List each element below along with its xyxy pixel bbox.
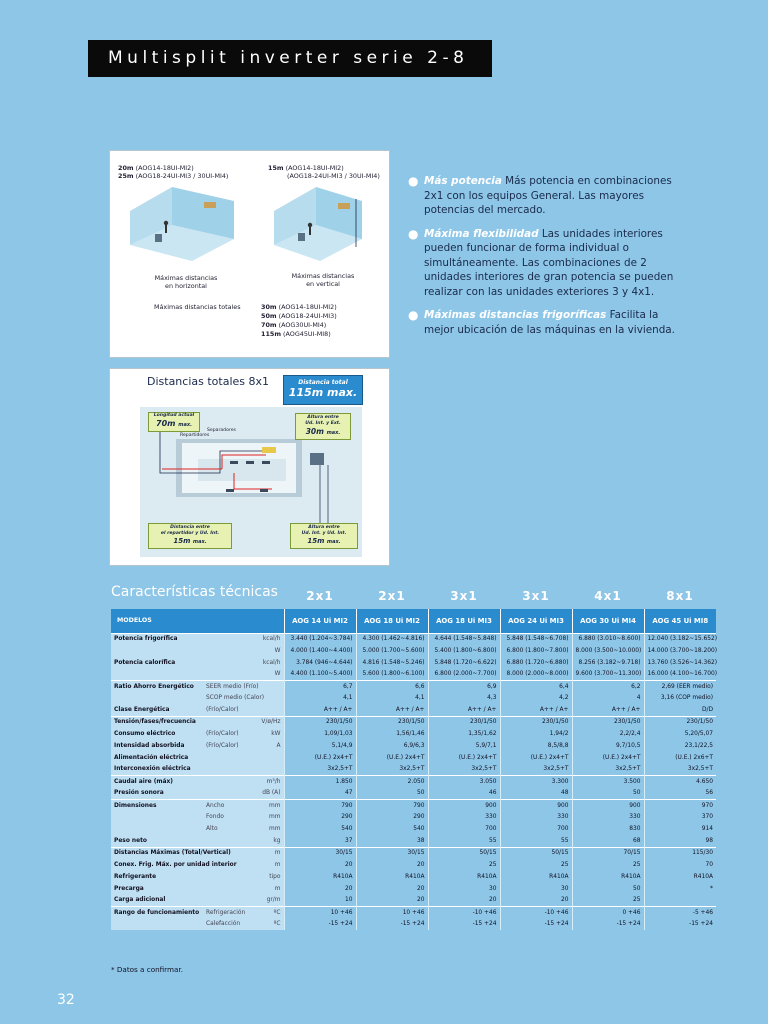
table-row (111, 692, 716, 704)
config-label: 2x1 (378, 589, 406, 603)
table-cell: A++ / A+ (284, 704, 356, 716)
table-cell: 1,56/1,46 (356, 728, 428, 740)
table-cell: 230/1/50 (572, 716, 644, 728)
table-cell: 4,2 (500, 692, 572, 704)
table-cell: A++ / A+ (356, 704, 428, 716)
table-row (111, 776, 716, 788)
page-number: 32 (57, 992, 75, 1008)
models-header: MODELOS (111, 609, 284, 633)
table-cell: 70/15 (572, 847, 644, 859)
table-cell: 25 (500, 859, 572, 871)
table-cell: 3x2,5+T (572, 764, 644, 776)
table-row (111, 918, 716, 930)
table-cell: -10 +46 (428, 906, 500, 918)
table-cell: 50/15 (428, 847, 500, 859)
footnote: * Datos a confirmar. (111, 965, 183, 974)
vertical-room-illustration (274, 187, 362, 261)
table-row (111, 764, 716, 776)
row-label: V/ø/Hz Tensión/fases/frecuencia (111, 716, 284, 728)
row-label: ºC Calefacción (111, 918, 284, 930)
table-cell: 700 (428, 823, 500, 835)
table-header-row (111, 609, 716, 633)
table-row (111, 811, 716, 823)
feature-item: ● Más potencia Más potencia en combinaciones 2x1 con los equipos General. Las mayores potencias del mercado. (408, 174, 672, 216)
table-cell: 8.256 (3.182~9.718) (572, 657, 644, 669)
table-cell: 50 (572, 883, 644, 895)
table-cell: (U.E.) 2x4+T (572, 752, 644, 764)
table-row (111, 823, 716, 835)
table-cell: 370 (644, 811, 716, 823)
row-label: m Precarga (111, 883, 284, 895)
table-row (111, 871, 716, 883)
table-cell: 3x2,5+T (644, 764, 716, 776)
table-cell: (U.E.) 2x4+T (284, 752, 356, 764)
config-label: 8x1 (666, 589, 694, 603)
spec-table (111, 609, 716, 930)
table-cell: 14.000 (3.700~18.200) (644, 645, 716, 657)
config-label: 4x1 (594, 589, 622, 603)
table-cell: -5 +46 (644, 906, 716, 918)
table-cell: 20 (356, 883, 428, 895)
row-label: m Conex. Frig. Máx. por unidad interior (111, 859, 284, 871)
table-cell: 13.760 (3.526~14.362) (644, 657, 716, 669)
table-cell: 914 (644, 823, 716, 835)
row-label: Alimentación eléctrica (111, 752, 284, 764)
table-row (111, 645, 716, 657)
row-label: kg Peso neto (111, 835, 284, 847)
table-cell: 230/1/50 (644, 716, 716, 728)
model-header: AOG 18 Ui MI2 (356, 609, 428, 633)
total-distance-line-4: 115m (AOG45UI-MI8) (261, 330, 331, 338)
table-cell: 1.850 (284, 776, 356, 788)
row-label: kcal/h Potencia calorífica (111, 657, 284, 669)
table-cell: 20 (356, 859, 428, 871)
table-cell: 50 (356, 788, 428, 800)
table-cell: -15 +24 (284, 918, 356, 930)
table-cell: 30 (500, 883, 572, 895)
table-cell: -10 +46 (500, 906, 572, 918)
model-header: AOG 45 Ui MI8 (644, 609, 716, 633)
table-cell: -15 +24 (500, 918, 572, 930)
table-cell: 330 (428, 811, 500, 823)
table-cell: 5,9/7,1 (428, 740, 500, 752)
config-label: 3x1 (522, 589, 550, 603)
table-cell: (U.E.) 2x4+T (500, 752, 572, 764)
table-cell: 20 (284, 883, 356, 895)
table-cell: 330 (572, 811, 644, 823)
feature-item: ● Máximas distancias frigoríficas Facilita la mejor ubicación de las máquinas en la vivienda. (408, 308, 675, 336)
table-cell: 55 (500, 835, 572, 847)
total-distance-line-2: 50m (AOG18-24UI-MI3) (261, 312, 337, 320)
table-cell: 115/30 (644, 847, 716, 859)
table-row (111, 633, 716, 645)
table-cell: 3.440 (1.204~3.784) (284, 633, 356, 645)
table-cell: 16.000 (4.100~16.700) (644, 669, 716, 681)
table-cell: -15 +24 (356, 918, 428, 930)
table-cell: (U.E.) 2x6+T (644, 752, 716, 764)
row-label: gr/m Carga adicional (111, 895, 284, 907)
table-cell: 5.400 (1.800~6.800) (428, 645, 500, 657)
row-label: mm Fondo (111, 811, 284, 823)
table-cell: 230/1/50 (284, 716, 356, 728)
table-cell: 9,7/10,5 (572, 740, 644, 752)
table-cell: 290 (356, 811, 428, 823)
table-cell: 10 +46 (356, 906, 428, 918)
table-cell: A++ / A+ (572, 704, 644, 716)
table-cell: -15 +24 (572, 918, 644, 930)
model-header: AOG 30 Ui MI4 (572, 609, 644, 633)
horizontal-distance-line-2: 25m (AOG18-24UI-MI3 / 30UI-MI4) (118, 172, 229, 180)
table-cell: 3x2,5+T (356, 764, 428, 776)
table-cell: 900 (500, 799, 572, 811)
table-cell: 46 (428, 788, 500, 800)
table-cell: 3.500 (572, 776, 644, 788)
table-row (111, 669, 716, 681)
row-label: Ratio Ahorro Energético SEER medio (Frío) (111, 681, 284, 693)
table-cell: 900 (428, 799, 500, 811)
table-cell: 230/1/50 (356, 716, 428, 728)
table-cell: 900 (572, 799, 644, 811)
row-label: W (111, 669, 284, 681)
table-cell: 4.816 (1.548~5.246) (356, 657, 428, 669)
table-cell: 970 (644, 799, 716, 811)
table-cell: 6.880 (3.010~8.600) (572, 633, 644, 645)
table-cell: 5,1/4,9 (284, 740, 356, 752)
table-cell: 1,35/1,62 (428, 728, 500, 740)
table-cell: 4,3 (428, 692, 500, 704)
table-cell: 2,69 (EER medio) (644, 681, 716, 693)
table-cell: 8.000 (2.000~8.000) (500, 669, 572, 681)
table-cell: 25 (572, 895, 644, 907)
table-row (111, 716, 716, 728)
total-distances-8x1-diagram (109, 368, 390, 566)
table-row (111, 883, 716, 895)
feature-item: ● Máxima flexibilidad Las unidades interiores pueden funcionar de forma individual o simultáneamente. Las combinaciones de 2 unidades interiores de gran potencia se pueden realizar con las unidades exteriores 3 y 4x1. (408, 226, 674, 298)
vertical-distance-line-1: 15m (AOG14-18UI-MI2) (268, 164, 344, 172)
table-cell: R410A (500, 871, 572, 883)
table-row (111, 704, 716, 716)
row-label: mm Dimensiones Ancho (111, 799, 284, 811)
table-cell: 20 (356, 895, 428, 907)
table-cell: R410A (356, 871, 428, 883)
table-cell: 4.300 (1.462~4.816) (356, 633, 428, 645)
table-cell: 5,20/5,07 (644, 728, 716, 740)
total-distance-line-3: 70m (AOG30UI-MI4) (261, 321, 327, 329)
horizontal-room-illustration (130, 187, 234, 261)
model-header: AOG 18 Ui MI3 (428, 609, 500, 633)
table-cell: 5.600 (1.800~6.100) (356, 669, 428, 681)
table-cell: 6,7 (284, 681, 356, 693)
table-cell: R410A (284, 871, 356, 883)
table-cell: 9.600 (3.700~11.300) (572, 669, 644, 681)
table-cell: 1,94/2 (500, 728, 572, 740)
horizontal-caption: Máximas distancias en horizontal (154, 274, 218, 290)
table-cell: 12.040 (3.182~15.652) (644, 633, 716, 645)
table-row (111, 752, 716, 764)
table-cell: 230/1/50 (428, 716, 500, 728)
table-row (111, 799, 716, 811)
feature-list (408, 174, 686, 346)
table-cell: 8,5/8,8 (500, 740, 572, 752)
table-cell: 50/15 (500, 847, 572, 859)
table-cell: 290 (284, 811, 356, 823)
table-cell: 5.848 (1.548~6.708) (500, 633, 572, 645)
distributors-label: Separadores (207, 428, 236, 433)
table-cell: 37 (284, 835, 356, 847)
table-row (111, 681, 716, 693)
table-cell: 5.848 (1.720~6.622) (428, 657, 500, 669)
row-label: W (111, 645, 284, 657)
row-label: Clase Energética (Frío/Calor) (111, 704, 284, 716)
table-cell: 540 (284, 823, 356, 835)
table-cell: 30/15 (356, 847, 428, 859)
table-cell: 3.784 (946~4.644) (284, 657, 356, 669)
config-label: 3x1 (450, 589, 478, 603)
table-cell: 48 (500, 788, 572, 800)
table-row (111, 740, 716, 752)
table-row (111, 906, 716, 918)
row-label: kcal/h Potencia frigorífica (111, 633, 284, 645)
row-label: dB (A) Presión sonora (111, 788, 284, 800)
table-cell: A++ / A+ (428, 704, 500, 716)
table-cell: 3.300 (500, 776, 572, 788)
table-row (111, 847, 716, 859)
table-cell: 2,2/2,4 (572, 728, 644, 740)
table-cell: 10 +46 (284, 906, 356, 918)
table-cell: 3.050 (428, 776, 500, 788)
table-cell: 0 +46 (572, 906, 644, 918)
table-cell: 20 (284, 859, 356, 871)
table-cell: 4.400 (1.100~5.400) (284, 669, 356, 681)
table-cell: 70 (644, 859, 716, 871)
row-label: ºC Rango de funcionamiento Refrigeración (111, 906, 284, 918)
row-label: tipo Refrigerante (111, 871, 284, 883)
row-label: Interconexión eléctrica (111, 764, 284, 776)
table-row (111, 657, 716, 669)
table-cell: * (644, 883, 716, 895)
table-cell: 5.000 (1.700~5.600) (356, 645, 428, 657)
table-cell: -15 +24 (644, 918, 716, 930)
page-title: Multisplit inverter serie 2-8 (88, 40, 492, 77)
table-cell: 790 (356, 799, 428, 811)
table-cell: 8.000 (3.500~10.000) (572, 645, 644, 657)
table-cell: 6,9/6,3 (356, 740, 428, 752)
total-distance-line-1: 30m (AOG14-18UI-MI2) (261, 303, 337, 311)
table-cell: 20 (500, 895, 572, 907)
table-cell: 3x2,5+T (284, 764, 356, 776)
horizontal-distance-line-1: 20m (AOG14-18UI-MI2) (118, 164, 194, 172)
table-cell: 6.800 (2.000~7.700) (428, 669, 500, 681)
table-cell: 6,4 (500, 681, 572, 693)
splitters-label: Repartidores (180, 433, 210, 438)
table-cell: 98 (644, 835, 716, 847)
table-cell: 25 (572, 859, 644, 871)
table-cell: 6.880 (1.720~6.880) (500, 657, 572, 669)
table-row (111, 788, 716, 800)
table-cell: (U.E.) 2x4+T (356, 752, 428, 764)
table-cell: 3x2,5+T (500, 764, 572, 776)
table-cell: 4.650 (644, 776, 716, 788)
table-cell: 6.800 (1.800~7.800) (500, 645, 572, 657)
table-cell: 230/1/50 (500, 716, 572, 728)
row-label: mm Alto (111, 823, 284, 835)
table-row (111, 728, 716, 740)
row-label: m³/h Caudal aire (máx) (111, 776, 284, 788)
table-cell: 23,1/22,5 (644, 740, 716, 752)
model-header: AOG 14 Ui MI2 (284, 609, 356, 633)
table-cell: 6,6 (356, 681, 428, 693)
table-cell: 4.644 (1.548~5.848) (428, 633, 500, 645)
actual-length-callout: Longitud actual 70m max. (148, 412, 200, 432)
max-distances-diagram (109, 150, 390, 358)
room-illustrations (110, 151, 391, 359)
model-header: AOG 24 Ui MI3 (500, 609, 572, 633)
table-cell: 790 (284, 799, 356, 811)
table-cell: 30 (428, 883, 500, 895)
table-cell: 6,2 (572, 681, 644, 693)
table-cell: R410A (572, 871, 644, 883)
table-cell: R410A (644, 871, 716, 883)
diagram2-title: Distancias totales 8x1 (147, 375, 270, 388)
table-row (111, 895, 716, 907)
table-row (111, 835, 716, 847)
row-label: A Intensidad absorbida (Frío/Calor) (111, 740, 284, 752)
row-label: kW Consumo eléctrico (Frío/Calor) (111, 728, 284, 740)
vertical-caption: Máximas distancias en vertical (291, 272, 355, 288)
outdoor-height-callout: Altura entre Ud. Int. y Ext. 30m max. (295, 413, 351, 440)
total-distances-label: Máximas distancias totales (154, 303, 241, 311)
table-cell: 47 (284, 788, 356, 800)
table-cell: 38 (356, 835, 428, 847)
table-cell: 6,9 (428, 681, 500, 693)
table-cell: A++ / A+ (500, 704, 572, 716)
table-cell: 330 (500, 811, 572, 823)
table-cell: (U.E.) 2x4+T (428, 752, 500, 764)
table-cell: 4,1 (284, 692, 356, 704)
table-cell: 830 (572, 823, 644, 835)
table-cell: 4,1 (356, 692, 428, 704)
table-cell: 3,16 (COP medio) (644, 692, 716, 704)
vertical-distance-line-2: (AOG18-24UI-MI3 / 30UI-MI4) (287, 172, 380, 180)
table-row (111, 859, 716, 871)
table-cell: 68 (572, 835, 644, 847)
row-label: SCOP medio (Calor) (111, 692, 284, 704)
distributor-distance-callout: Distancia entre el repartidor y Ud. Int. 15m max. (148, 523, 232, 549)
table-cell: 55 (428, 835, 500, 847)
table-cell: 3x2,5+T (428, 764, 500, 776)
table-cell (644, 895, 716, 907)
table-cell: R410A (428, 871, 500, 883)
table-cell: 540 (356, 823, 428, 835)
table-cell: 25 (428, 859, 500, 871)
table-cell: 30/15 (284, 847, 356, 859)
table-cell: 2.050 (356, 776, 428, 788)
table-cell: 10 (284, 895, 356, 907)
row-label: m Distancias Máximas (Total/Vertical) (111, 847, 284, 859)
table-cell: 56 (644, 788, 716, 800)
table-cell: 20 (428, 895, 500, 907)
spec-heading: Características técnicas (111, 584, 278, 600)
config-label: 2x1 (306, 589, 334, 603)
table-cell: 4.000 (1.400~4.400) (284, 645, 356, 657)
table-cell: 50 (572, 788, 644, 800)
table-cell: 4 (572, 692, 644, 704)
table-cell: 700 (500, 823, 572, 835)
indoor-height-callout: Altura entre Ud. Int. y Ud. Int. 15m max. (290, 523, 358, 549)
table-cell: -15 +24 (428, 918, 500, 930)
table-cell: D/D (644, 704, 716, 716)
table-cell: 1,09/1,03 (284, 728, 356, 740)
total-distance-badge: Distancia total 115m max. (283, 375, 363, 405)
